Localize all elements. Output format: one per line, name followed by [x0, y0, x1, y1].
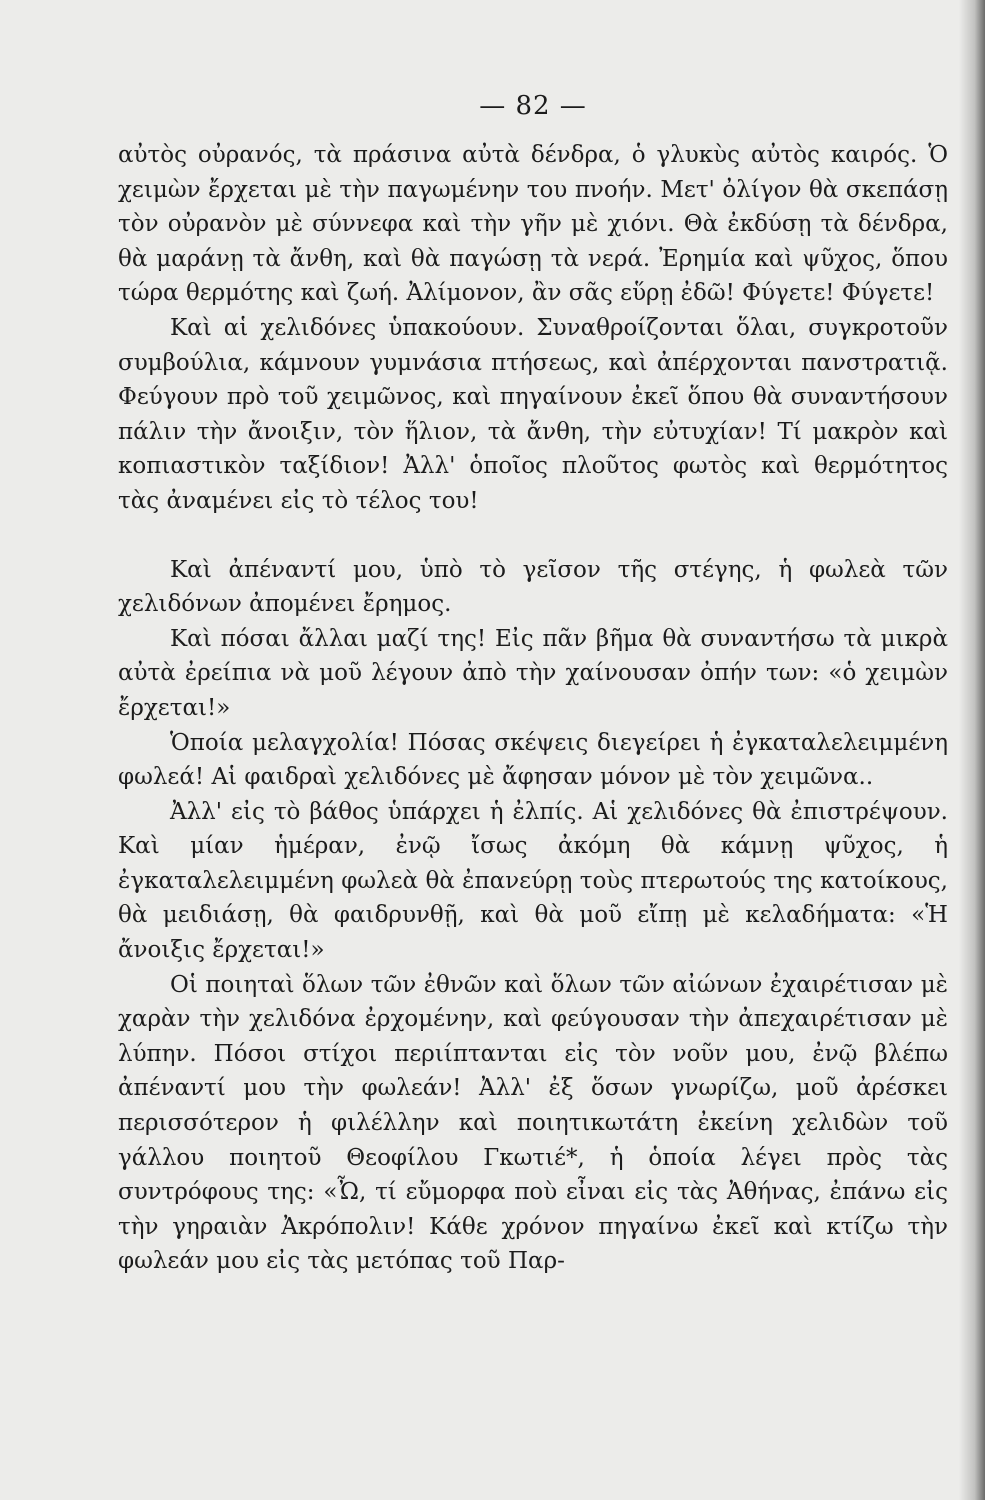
paragraph-7: Οἱ ποιηταὶ ὅλων τῶν ἐθνῶν καὶ ὅλων τῶν αἰώνων ἐχαιρέτισαν μὲ χαρὰν τὴν χελιδόνα ἐρχομένην, καὶ φεύγουσαν τὴν ἀπεχαιρέτισαν μὲ λύπην. Πόσοι στίχοι περιίπτανται εἰς τὸν νοῦν μου, ἐνῷ βλέπω ἀπέναντί μου τὴν φωλεάν! Ἀλλ' ἐξ ὅσων γνωρίζω, μοῦ ἀρέσκει περισσότερον ἡ φιλέλλην καὶ ποιητικωτάτη ἐκείνη χελιδὼν τοῦ γάλλου ποιητοῦ Θεοφίλου Γκωτιέ*, ἡ ὁποία λέγει πρὸς τὰς συντρόφους της: «Ὦ, τί εὔμορφα ποὺ εἶναι εἰς τὰς Ἀθήνας, ἐπάνω εἰς τὴν γηραιὰν Ἀκρόπολιν! Κάθε χρόνον πηγαίνω ἐκεῖ καὶ κτίζω τὴν φωλεάν μου εἰς τὰς μετόπας τοῦ Παρ-: [118, 971, 948, 1275]
page-edge-shadow: [959, 0, 985, 1500]
paragraph-4: Καὶ πόσαι ἄλλαι μαζί της! Εἰς πᾶν βῆμα θὰ συναντήσω τὰ μικρὰ αὐτὰ ἐρείπια νὰ μοῦ λέγουν ἀπὸ τὴν χαίνουσαν ὀπήν των: «ὁ χειμὼν ἔρχεται!»: [118, 625, 948, 721]
page-number: — 82 —: [479, 91, 587, 121]
book-page: [118, 86, 948, 1476]
paragraph-6: Ἀλλ' εἰς τὸ βάθος ὑπάρχει ἡ ἐλπίς. Αἱ χελιδόνες θὰ ἐπιστρέψουν. Καὶ μίαν ἡμέραν, ἐνῷ ἴσως ἀκόμη θὰ κάμνῃ ψῦχος, ἡ ἐγκαταλελειμμένη φωλεὰ θὰ ἐπανεύρῃ τοὺς πτερωτούς της κατοίκους, θὰ μειδιάσῃ, θὰ φαιδρυνθῇ, καὶ θὰ μοῦ εἴπῃ μὲ κελαδήματα: «Ἡ ἄνοιξις ἔρχεται!»: [118, 798, 948, 964]
paragraph-3: Καὶ ἀπέναντί μου, ὑπὸ τὸ γεῖσον τῆς στέγης, ἡ φωλεὰ τῶν χελιδόνων ἀπομένει ἔρημος.: [118, 556, 948, 618]
paragraph-5: Ὁποία μελαγχολία! Πόσας σκέψεις διεγείρει ἡ ἐγκαταλελειμμένη φωλεά! Αἱ φαιδραὶ χελιδόνες μὲ ἄφησαν μόνον μὲ τὸν χειμῶνα..: [118, 729, 948, 791]
paragraph-1: αὐτὸς οὐρανός, τὰ πράσινα αὐτὰ δένδρα, ὁ γλυκὺς αὐτὸς καιρός. Ὁ χειμὼν ἔρχεται μὲ τὴν παγωμένην του πνοήν. Μετ' ὀλίγον θὰ σκεπάσῃ τὸν οὐρανὸν μὲ σύννεφα καὶ τὴν γῆν μὲ χιόνι. Θὰ ἐκδύσῃ τὰ δένδρα, θὰ μαράνῃ τὰ ἄνθη, καὶ θὰ παγώσῃ τὰ νερά. Ἐρημία καὶ ψῦχος, ὅπου τώρα θερμότης καὶ ζωή. Ἀλίμονον, ἂν σᾶς εὕρῃ ἐδῶ! Φύγετε! Φύγετε!: [118, 142, 948, 307]
paragraph-2: Καὶ αἱ χελιδόνες ὑπακούουν. Συναθροίζονται ὅλαι, συγκροτοῦν συμβούλια, κάμνουν γυμνάσια πτήσεως, καὶ ἀπέρχονται πανστρατιᾷ. Φεύγουν πρὸ τοῦ χειμῶνος, καὶ πηγαίνουν ἐκεῖ ὅπου θὰ συναντήσουν πάλιν τὴν ἄνοιξιν, τὸν ἥλιον, τὰ ἄνθη, τὴν εὐτυχίαν! Τί μακρὸν καὶ κοπιαστικὸν ταξίδιον! Ἀλλ' ὁποῖος πλοῦτος φωτὸς καὶ θερμότητος τὰς ἀναμένει εἰς τὸ τέλος του!: [118, 314, 948, 514]
